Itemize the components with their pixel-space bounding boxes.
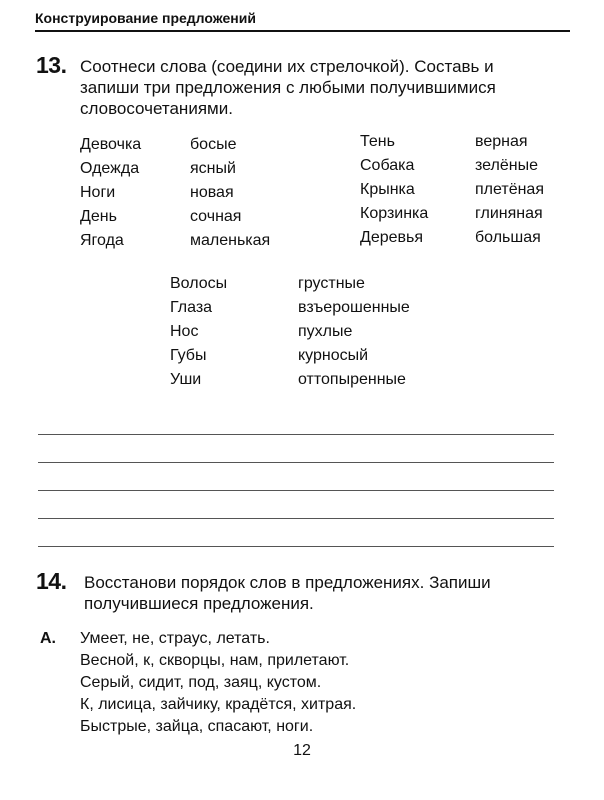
group-1-adjectives <box>190 133 270 253</box>
adjective-word[interactable]: ясный <box>190 160 236 177</box>
task-13-line-3: словосочетаниями. <box>80 99 233 118</box>
adjective-word[interactable]: курносый <box>298 347 369 364</box>
noun-word[interactable]: Тень <box>360 133 395 150</box>
sentence-item: Весной, к, скворцы, нам, прилетают. <box>80 652 350 669</box>
noun-word[interactable]: Девочка <box>80 136 142 153</box>
noun-word[interactable]: Ягода <box>80 232 124 249</box>
adjective-word[interactable]: пухлые <box>298 323 353 340</box>
adjective-word[interactable]: новая <box>190 184 234 201</box>
noun-word[interactable]: Волосы <box>170 275 228 292</box>
noun-word[interactable]: Корзинка <box>360 205 429 222</box>
adjective-word[interactable]: сочная <box>190 208 242 225</box>
section-label-a: А. <box>40 630 56 647</box>
adjective-word[interactable]: большая <box>475 229 541 246</box>
noun-word[interactable]: Крынка <box>360 181 415 198</box>
group-1-nouns <box>80 133 141 253</box>
task-13-line-1: Соотнеси слова (соедини их стрелочкой). Составь и <box>80 57 494 76</box>
noun-word[interactable]: Уши <box>170 371 202 388</box>
noun-word[interactable]: Собака <box>360 157 415 174</box>
group-3-nouns <box>170 272 227 392</box>
noun-word[interactable]: Ноги <box>80 184 116 201</box>
adjective-word[interactable]: глиняная <box>475 205 543 222</box>
writing-line[interactable] <box>38 490 554 491</box>
adjective-word[interactable]: зелёные <box>475 157 538 174</box>
sentence-item: Серый, сидит, под, заяц, кустом. <box>80 674 322 691</box>
adjective-word[interactable]: плетёная <box>475 181 544 198</box>
task-14-instructions <box>84 572 564 614</box>
group-2-nouns <box>360 130 428 250</box>
noun-word[interactable]: Глаза <box>170 299 213 316</box>
group-3-adjectives <box>298 272 410 392</box>
task-14-line-1: Восстанови порядок слов в предложениях. Запиши <box>84 573 491 592</box>
task-14-number: 14. <box>36 568 67 594</box>
task-13-instructions <box>80 56 560 119</box>
noun-word[interactable]: День <box>80 208 117 225</box>
adjective-word[interactable]: босые <box>190 136 237 153</box>
writing-line[interactable] <box>38 546 554 547</box>
adjective-word[interactable]: взъерошенные <box>298 299 410 316</box>
task-14-line-2: получившиеся предложения. <box>84 594 314 613</box>
page-number: 12 <box>293 742 311 759</box>
adjective-word[interactable]: маленькая <box>190 232 271 249</box>
noun-word[interactable]: Деревья <box>360 229 424 246</box>
sentence-item: Быстрые, зайца, спасают, ноги. <box>80 718 314 735</box>
sentence-item: Умеет, не, страус, летать. <box>80 630 270 647</box>
group-2-adjectives <box>475 130 544 250</box>
writing-line[interactable] <box>38 462 554 463</box>
noun-word[interactable]: Одежда <box>80 160 140 177</box>
adjective-word[interactable]: грустные <box>298 275 365 292</box>
scrambled-sentences <box>80 628 356 738</box>
writing-line[interactable] <box>38 518 554 519</box>
adjective-word[interactable]: оттопыренные <box>298 371 406 388</box>
noun-word[interactable]: Губы <box>170 347 207 364</box>
writing-line[interactable] <box>38 434 554 435</box>
task-13-number: 13. <box>36 52 67 78</box>
section-header: Конструирование предложений <box>35 10 570 32</box>
sentence-item: К, лисица, зайчику, крадётся, хитрая. <box>80 696 357 713</box>
task-13-line-2: запиши три предложения с любыми получившимися <box>80 78 496 97</box>
adjective-word[interactable]: верная <box>475 133 528 150</box>
noun-word[interactable]: Нос <box>170 323 199 340</box>
